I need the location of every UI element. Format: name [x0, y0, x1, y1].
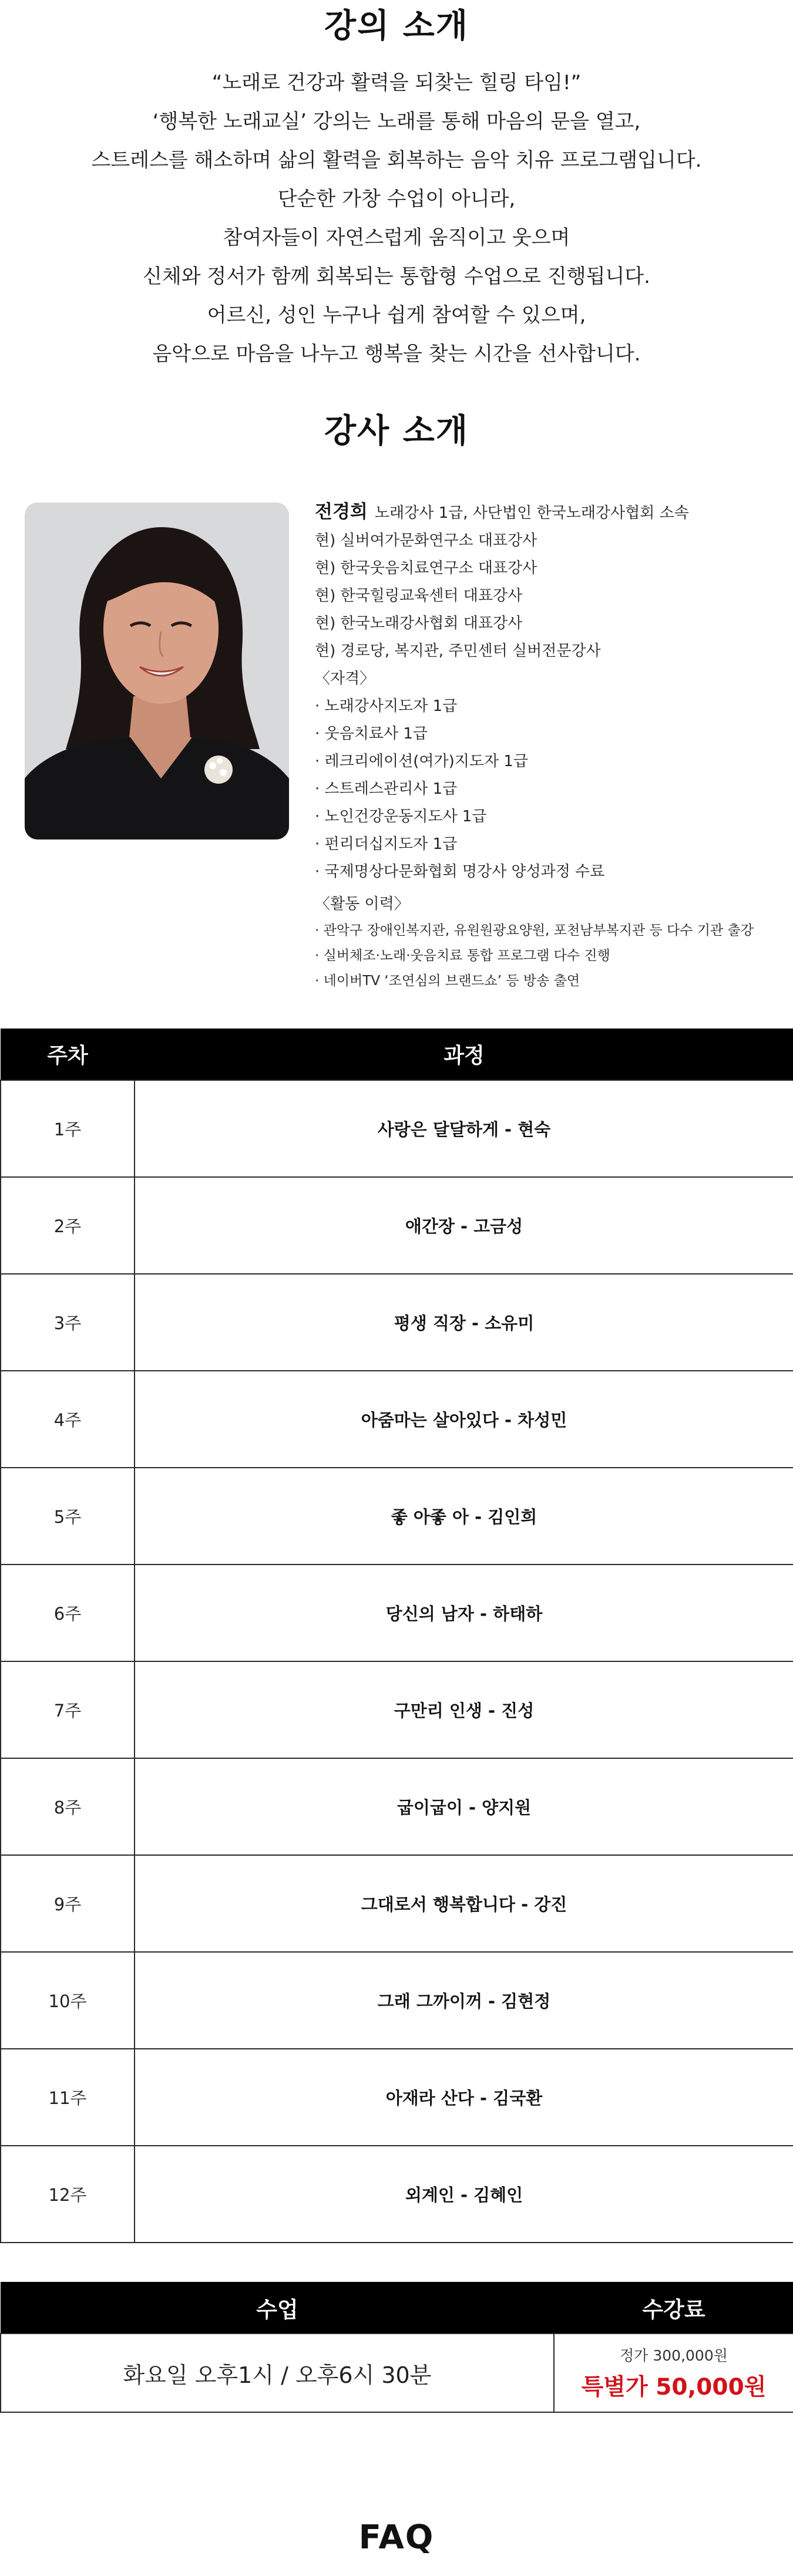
intro-line: 스트레스를 해소하며 삶의 활력을 회복하는 음악 치유 프로그램입니다. [91, 149, 702, 172]
header-fee: 수강료 [554, 2282, 793, 2334]
activity-item: · 실버체조·노래·웃음치료 통합 프로그램 다수 진행 [315, 948, 610, 963]
intro-line: ‘행복한 노래교실’ 강의는 노래를 통해 마음의 문을 열고, [152, 110, 641, 133]
activity-heading: 〈활동 이력〉 [315, 895, 409, 913]
cert-item: · 노인건강운동지도사 1급 [315, 808, 487, 825]
cert-item: · 스트레스관리사 1급 [315, 780, 458, 798]
course-cell: 굽이굽이 - 양지원 [135, 1758, 793, 1855]
week-cell: 5주 [1, 1468, 135, 1565]
cert-heading: 〈자격〉 [315, 670, 375, 687]
cert-item: · 노래강사지도자 1급 [315, 697, 458, 715]
table-row [1, 1371, 793, 1468]
teacher-affiliation: 노래강사 1급, 사단법인 한국노래강사협회 소속 [374, 504, 689, 522]
position-item: 현) 경로당, 복지관, 주민센터 실버전문강사 [315, 642, 601, 660]
activity-item: · 관악구 장애인복지관, 유원원광요양원, 포천남부복지관 등 다수 기관 출강 [315, 923, 754, 938]
regular-price: 정가 300,000원 [620, 2347, 728, 2364]
teacher-name-row [315, 497, 779, 527]
table-row [1, 1468, 793, 1565]
course-cell: 평생 직장 - 소유미 [135, 1274, 793, 1371]
activity-item: · 네이버TV ‘조연심의 브랜드쇼’ 등 방송 출연 [315, 973, 580, 989]
table-row [1, 1952, 793, 2049]
week-cell: 11주 [1, 2049, 135, 2146]
course-cell: 애간장 - 고금성 [135, 1177, 793, 1274]
week-cell: 8주 [1, 1758, 135, 1855]
week-cell: 12주 [1, 2146, 135, 2243]
cert-item: · 펀리더십지도자 1급 [315, 835, 458, 853]
position-item: 현) 한국힐링교육센터 대표강사 [315, 587, 523, 605]
table-row [1, 1274, 793, 1371]
week-cell: 4주 [1, 1371, 135, 1468]
intro-line: 음악으로 마음을 나누고 행복을 찾는 시간을 선사합니다. [152, 342, 641, 366]
course-cell: 구만리 인생 - 진성 [135, 1661, 793, 1758]
section-title-faq: FAQ [358, 2518, 435, 2557]
week-cell: 10주 [1, 1952, 135, 2049]
week-cell: 3주 [1, 1274, 135, 1371]
intro-line: 어르신, 성인 누구나 쉽게 참여할 수 있으며, [207, 304, 586, 327]
class-info-table [0, 2282, 793, 2413]
week-cell: 7주 [1, 1661, 135, 1758]
header-class: 수업 [1, 2282, 554, 2334]
week-cell: 2주 [1, 1177, 135, 1274]
intro-line: 단순한 가창 수업이 아니라, [277, 187, 516, 211]
table-row [1, 1855, 793, 1952]
table-row [1, 2146, 793, 2243]
table-row [1, 1758, 793, 1855]
course-cell: 그대로서 행복합니다 - 강진 [135, 1855, 793, 1952]
course-cell: 좋 아좋 아 - 김인희 [135, 1468, 793, 1565]
course-cell: 외계인 - 김혜인 [135, 2146, 793, 2243]
class-info-header-row [1, 2282, 793, 2334]
cert-item: · 웃음치료사 1급 [315, 725, 428, 743]
course-cell: 사랑은 달달하게 - 현숙 [135, 1080, 793, 1177]
week-cell: 1주 [1, 1080, 135, 1177]
curriculum-header-row [1, 1029, 793, 1080]
special-price: 특별가 50,000원 [581, 2374, 767, 2400]
cert-item: · 레크리에이션(여가)지도자 1급 [315, 753, 529, 770]
table-row [1, 1177, 793, 1274]
position-item: 현) 실버여가문화연구소 대표강사 [315, 532, 537, 549]
header-course: 과정 [135, 1029, 793, 1080]
position-item: 현) 한국노래강사협회 대표강사 [315, 615, 523, 632]
table-row [1, 2049, 793, 2146]
course-cell: 그래 그까이꺼 - 김현정 [135, 1952, 793, 2049]
teacher-name: 전경희 [315, 501, 368, 522]
intro-line: “노래로 건강과 활력을 되찾는 힐링 타임!” [211, 71, 582, 95]
table-row [1, 1661, 793, 1758]
section-title-teacher: 강사 소개 [324, 412, 469, 450]
intro-line: 참여자들이 자연스럽게 움직이고 웃으며 [223, 226, 570, 249]
teacher-photo [25, 503, 289, 839]
section-title-intro: 강의 소개 [324, 7, 469, 45]
course-cell: 당신의 남자 - 하태하 [135, 1565, 793, 1661]
table-row [1, 1080, 793, 1177]
intro-line: 신체와 정서가 함께 회복되는 통합형 수업으로 진행됩니다. [143, 265, 650, 288]
course-cell: 아재라 산다 - 김국환 [135, 2049, 793, 2146]
week-cell: 9주 [1, 1855, 135, 1952]
fee-cell [554, 2334, 793, 2412]
intro-text [0, 63, 793, 373]
class-schedule: 화요일 오후1시 / 오후6시 30분 [1, 2334, 554, 2412]
table-row [1, 2334, 793, 2412]
teacher-bio [315, 497, 779, 994]
header-week: 주차 [1, 1029, 135, 1080]
week-cell: 6주 [1, 1565, 135, 1661]
table-row [1, 1565, 793, 1661]
cert-item: · 국제명상다문화협회 명강사 양성과정 수료 [315, 863, 605, 881]
course-cell: 아줌마는 살아있다 - 차성민 [135, 1371, 793, 1468]
curriculum-table [0, 1029, 793, 2243]
position-item: 현) 한국웃음치료연구소 대표강사 [315, 559, 537, 577]
